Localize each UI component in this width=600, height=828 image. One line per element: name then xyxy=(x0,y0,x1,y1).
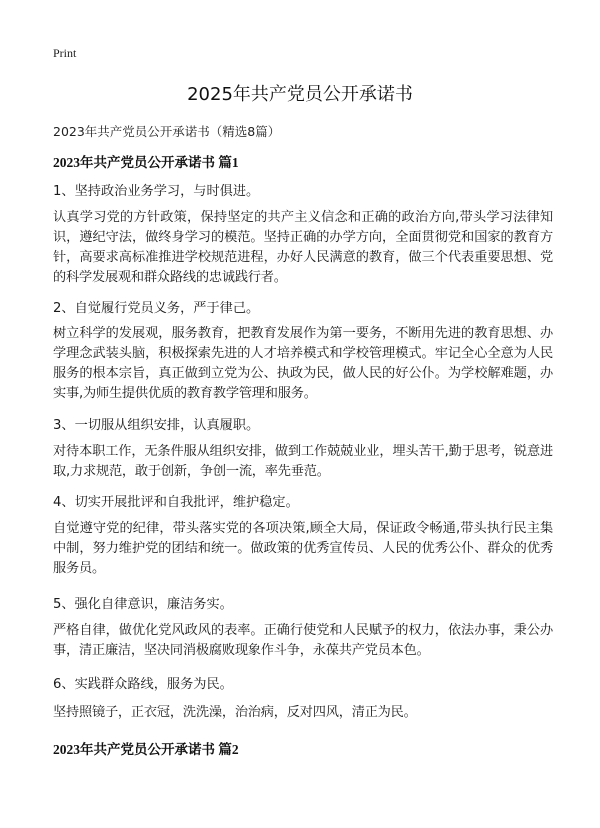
section-heading-2: 2023年共产党员公开承诺书 篇2 xyxy=(53,742,239,757)
document-subtitle: 2023年共产党员公开承诺书（精选8篇） xyxy=(53,124,281,139)
item-body-3: 对待本职工作，无条件服从组织安排，做到工作兢兢业业，埋头苦干,勤于思考，锐意进取,力求规范，敢于创新，争创一流，率先垂范。 xyxy=(53,444,553,479)
item-heading-6: 6、实践群众路线，服务为民。 xyxy=(53,677,233,692)
item-body-1: 认真学习党的方针政策，保持坚定的共产主义信念和正确的政治方向,带头学习法律知识，遵纪守法，做终身学习的模范。坚持正确的办学方向，全面贯彻党和国家的教育方针，高要求高标准推进学校规范进程，办好人民满意的教育，做三个代表重要思想、党的科学发展观和群众路线的忠诚践行者。 xyxy=(53,210,553,285)
item-body-6: 坚持照镜子，正衣冠，洗洗澡，治治病，反对四风，清正为民。 xyxy=(53,705,417,720)
item-heading-4: 4、切实开展批评和自我批评，维护稳定。 xyxy=(53,495,299,510)
print-label: Print xyxy=(53,46,77,60)
item-heading-1: 1、坚持政治业务学习，与时俱进。 xyxy=(53,184,260,199)
item-heading-5: 5、强化自律意识，廉洁务实。 xyxy=(53,597,233,612)
item-heading-2: 2、自觉履行党员义务，严于律己。 xyxy=(53,301,260,316)
document-title: 2025年共产党员公开承诺书 xyxy=(187,84,413,105)
item-heading-3: 3、一切服从组织安排，认真履职。 xyxy=(53,418,260,433)
item-body-2: 树立科学的发展观，服务教育，把教育发展作为第一要务，不断用先进的教育思想、办学理念武装头脑，积极探索先进的人才培养模式和学校管理模式。牢记全心全意为人民服务的根本宗旨，真正做到立党为公、执政为民，做人民的好公仆。为学校解难题，办实事,为师生提供优质的教育教学管理和服务。 xyxy=(53,326,553,401)
item-body-5: 严格自律，做优化党风政风的表率。正确行使党和人民赋予的权力，依法办事，秉公办事，清正廉洁，坚决同消极腐败现象作斗争，永葆共产党员本色。 xyxy=(53,623,553,658)
section-heading-1: 2023年共产党员公开承诺书 篇1 xyxy=(53,155,239,170)
item-body-4: 自觉遵守党的纪律，带头落实党的各项决策,顾全大局，保证政令畅通,带头执行民主集中制，努力维护党的团结和统一。做政策的优秀宣传员、人民的优秀公仆、群众的优秀服务员。 xyxy=(53,521,553,576)
